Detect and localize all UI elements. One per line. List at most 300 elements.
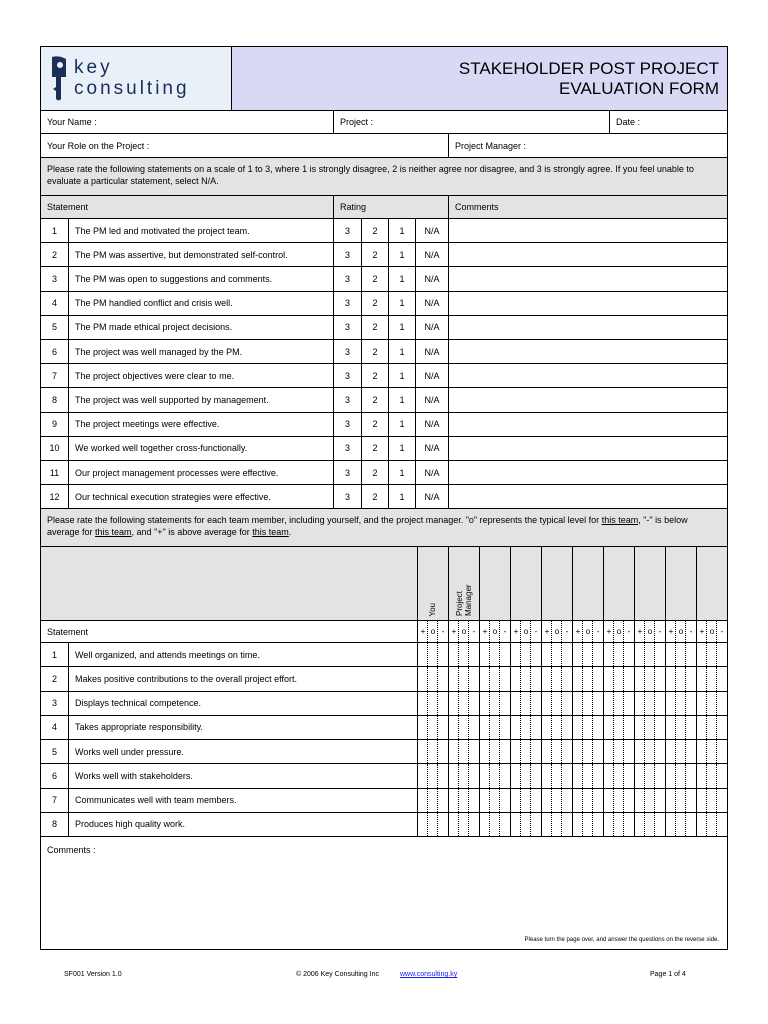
scale-divider: [644, 643, 645, 666]
scale-divider: [520, 740, 521, 763]
statement-number: 4: [51, 298, 57, 309]
instr2-this-team: this team: [601, 515, 639, 525]
group-divider: [541, 813, 542, 836]
comments-label: Comments :: [47, 845, 96, 855]
scale-symbol: o: [585, 627, 591, 636]
scale-divider: [716, 716, 717, 739]
statement-text: The project meetings were effective.: [68, 413, 333, 436]
scale-divider: [654, 643, 655, 666]
scale-divider: [613, 692, 614, 715]
scale-divider: [520, 789, 521, 812]
scale-divider: [561, 667, 562, 690]
scale-divider: [520, 813, 521, 836]
scale-symbol: +: [575, 627, 581, 636]
group-divider: [417, 740, 418, 763]
group-divider: [510, 716, 511, 739]
group-divider: [696, 740, 697, 763]
rating-option[interactable]: N/A: [415, 437, 448, 460]
team-statement-number: 6: [51, 770, 57, 781]
page-title: [459, 59, 719, 99]
group-divider: [603, 547, 604, 620]
rating-row: [41, 243, 727, 267]
scale-divider: [623, 813, 624, 836]
group-divider: [696, 692, 697, 715]
scale-divider: [561, 764, 562, 787]
scale-divider: [706, 692, 707, 715]
group-divider: [696, 643, 697, 666]
comment-cell[interactable]: [448, 219, 727, 242]
team-rating-row[interactable]: [41, 813, 727, 837]
rating-option[interactable]: N/A: [415, 388, 448, 411]
group-divider: [510, 789, 511, 812]
project-field[interactable]: Project :: [333, 110, 609, 133]
scale-divider: [530, 667, 531, 690]
scale-divider: [468, 692, 469, 715]
scale-divider: [685, 643, 686, 666]
team-header-row: [41, 547, 727, 621]
scale-symbol: +: [451, 627, 457, 636]
scale-divider: [499, 716, 500, 739]
team-rating-row[interactable]: [41, 716, 727, 740]
role-field[interactable]: Your Role on the Project :: [47, 140, 150, 151]
scale-divider: [644, 667, 645, 690]
scale-divider: [675, 789, 676, 812]
scale-symbol: o: [492, 627, 498, 636]
scale-symbol: o: [678, 627, 684, 636]
scale-divider: [706, 789, 707, 812]
rating-option[interactable]: N/A: [415, 292, 448, 315]
rating-option[interactable]: N/A: [415, 485, 448, 508]
statement-text: Our technical execution strategies were effective.: [68, 485, 333, 508]
comment-cell[interactable]: [448, 292, 727, 315]
group-divider: [572, 789, 573, 812]
rating-option[interactable]: 2: [361, 219, 388, 242]
group-divider: [572, 764, 573, 787]
rating-row: [41, 316, 727, 340]
group-divider: [603, 643, 604, 666]
scale-divider: [427, 667, 428, 690]
rating-row: [41, 437, 727, 461]
scale-divider: [675, 813, 676, 836]
group-divider: [510, 547, 511, 620]
group-divider: [634, 764, 635, 787]
statement-number: 10: [49, 443, 60, 454]
rating-option[interactable]: 3: [333, 316, 361, 339]
header-you: You: [428, 602, 437, 616]
rating-option[interactable]: N/A: [415, 364, 448, 387]
scale-divider: [592, 643, 593, 666]
scale-divider: [530, 813, 531, 836]
rating-option[interactable]: 3: [333, 243, 361, 266]
rating-row: [41, 292, 727, 316]
scale-divider: [499, 740, 500, 763]
comment-cell[interactable]: [448, 413, 727, 436]
statement-number: 2: [51, 249, 57, 260]
instr2-this-team: this team: [95, 527, 132, 537]
team-scale-row: [41, 621, 727, 643]
scale-divider: [437, 716, 438, 739]
instr2-part: , "-" is below average for: [47, 515, 688, 537]
group-divider: [479, 547, 480, 620]
rating-option[interactable]: 2: [361, 388, 388, 411]
scale-divider: [613, 789, 614, 812]
rating-option[interactable]: 1: [388, 485, 415, 508]
group-divider: [603, 716, 604, 739]
group-divider: [417, 813, 418, 836]
comment-cell[interactable]: [448, 340, 727, 363]
comment-cell[interactable]: [448, 485, 727, 508]
rating-option[interactable]: 2: [361, 461, 388, 484]
project-manager-field[interactable]: Project Manager :: [448, 134, 727, 157]
statement-number: 8: [51, 394, 57, 405]
scale-divider: [468, 643, 469, 666]
group-divider: [448, 764, 449, 787]
team-rating-row[interactable]: [41, 667, 727, 691]
scale-divider: [654, 716, 655, 739]
rating-option[interactable]: 3: [333, 413, 361, 436]
rating-row: [41, 388, 727, 412]
group-divider: [448, 813, 449, 836]
statement-text: We worked well together cross-functionally.: [68, 437, 333, 460]
scale-divider: [685, 692, 686, 715]
rating-option[interactable]: 1: [388, 437, 415, 460]
rating-option[interactable]: 2: [361, 243, 388, 266]
scale-divider: [592, 692, 593, 715]
group-divider: [479, 643, 480, 666]
team-statement-number: 7: [51, 795, 57, 806]
scale-divider: [437, 667, 438, 690]
rating-row: [41, 461, 727, 485]
group-divider: [572, 667, 573, 690]
scale-divider: [706, 740, 707, 763]
group-divider: [448, 667, 449, 690]
scale-divider: [561, 643, 562, 666]
rating-option[interactable]: N/A: [415, 340, 448, 363]
scale-divider: [427, 789, 428, 812]
scale-divider: [582, 716, 583, 739]
scale-divider: [520, 764, 521, 787]
rating-option[interactable]: 3: [333, 267, 361, 290]
group-divider: [541, 667, 542, 690]
scale-divider: [520, 643, 521, 666]
rating-option[interactable]: 1: [388, 316, 415, 339]
scale-divider: [458, 692, 459, 715]
instr2-part: .: [288, 527, 292, 537]
scale-symbol: -: [627, 627, 631, 636]
rating-option[interactable]: 3: [333, 219, 361, 242]
scale-divider: [675, 764, 676, 787]
scale-divider: [685, 740, 686, 763]
group-divider: [572, 692, 573, 715]
header-statement: Statement: [47, 202, 89, 212]
scale-divider: [551, 716, 552, 739]
scale-divider: [582, 764, 583, 787]
scale-divider: [551, 764, 552, 787]
rating-header-row: [41, 196, 727, 219]
scale-divider: [582, 667, 583, 690]
footer-link[interactable]: [400, 971, 457, 978]
scale-divider: [489, 740, 490, 763]
scale-divider: [551, 789, 552, 812]
footer-page: Page 1 of 4: [650, 971, 686, 978]
comment-cell[interactable]: [448, 388, 727, 411]
comment-cell[interactable]: [448, 316, 727, 339]
rating-option[interactable]: 3: [333, 461, 361, 484]
scale-divider: [551, 813, 552, 836]
rating-option[interactable]: 1: [388, 461, 415, 484]
rating-option[interactable]: 2: [361, 364, 388, 387]
comment-cell[interactable]: [448, 437, 727, 460]
group-divider: [510, 643, 511, 666]
rating-option[interactable]: 3: [333, 292, 361, 315]
team-statement-text: Takes appropriate responsibility.: [68, 716, 417, 739]
scale-symbol: o: [554, 627, 560, 636]
scale-divider: [716, 643, 717, 666]
scale-divider: [706, 643, 707, 666]
scale-divider: [716, 764, 717, 787]
comments-section[interactable]: [41, 837, 727, 949]
rating-option[interactable]: 3: [333, 340, 361, 363]
scale-symbol: -: [689, 627, 693, 636]
team-rating-row[interactable]: [41, 764, 727, 788]
statement-text: The project was well supported by management.: [68, 388, 333, 411]
group-divider: [572, 547, 573, 620]
scale-divider: [613, 764, 614, 787]
footer-version: SF001 Version 1.0: [64, 971, 122, 978]
group-divider: [665, 764, 666, 787]
scale-symbol: +: [699, 627, 705, 636]
rating-option[interactable]: 1: [388, 292, 415, 315]
scale-divider: [582, 643, 583, 666]
scale-divider: [654, 667, 655, 690]
group-divider: [448, 692, 449, 715]
group-divider: [665, 547, 666, 620]
scale-divider: [706, 813, 707, 836]
team-rating-row[interactable]: [41, 643, 727, 667]
scale-divider: [561, 692, 562, 715]
instructions-team: [41, 509, 727, 547]
rating-option[interactable]: 1: [388, 364, 415, 387]
team-rating-row[interactable]: [41, 789, 727, 813]
scale-divider: [530, 643, 531, 666]
scale-divider: [644, 692, 645, 715]
team-statement-text: Communicates well with team members.: [68, 789, 417, 812]
scale-divider: [716, 789, 717, 812]
rating-option[interactable]: 1: [388, 388, 415, 411]
scale-divider: [685, 813, 686, 836]
scale-divider: [551, 740, 552, 763]
rating-option[interactable]: 1: [388, 413, 415, 436]
key-icon: [49, 55, 69, 103]
scale-divider: [592, 740, 593, 763]
scale-divider: [623, 764, 624, 787]
instructions-team-text: [47, 514, 719, 538]
scale-symbol: o: [430, 627, 436, 636]
team-rating-row[interactable]: [41, 740, 727, 764]
info-row-1: [41, 110, 727, 134]
rating-option[interactable]: 1: [388, 243, 415, 266]
statement-number: 6: [51, 346, 57, 357]
group-divider: [665, 789, 666, 812]
instr2-this-team: this team: [252, 527, 289, 537]
scale-divider: [530, 692, 531, 715]
rating-option[interactable]: 3: [333, 437, 361, 460]
rating-option[interactable]: 2: [361, 292, 388, 315]
scale-divider: [427, 764, 428, 787]
scale-symbol: -: [596, 627, 600, 636]
group-divider: [665, 813, 666, 836]
rating-option[interactable]: N/A: [415, 316, 448, 339]
rating-option[interactable]: 3: [333, 364, 361, 387]
scale-divider: [675, 643, 676, 666]
header-project-manager: Project Manager: [455, 584, 473, 616]
title-line-2: EVALUATION FORM: [559, 79, 719, 98]
group-divider: [541, 740, 542, 763]
info-row-2: [41, 134, 727, 158]
rating-row: [41, 413, 727, 437]
group-divider: [541, 716, 542, 739]
instructions-rating-text: Please rate the following statements on a scale of 1 to 3, where 1 is strongly disagree, 2 is neither agree nor disagree, and 3 is strongly agree. If you feel unable to evaluate a particular statement, select N/A.: [47, 164, 694, 186]
title-line-1: STAKEHOLDER POST PROJECT: [458, 59, 719, 78]
scale-symbol: o: [709, 627, 715, 636]
statement-text: The PM made ethical project decisions.: [68, 316, 333, 339]
scale-divider: [489, 692, 490, 715]
group-divider: [417, 547, 418, 620]
group-divider: [479, 716, 480, 739]
group-divider: [510, 692, 511, 715]
group-divider: [665, 643, 666, 666]
scale-symbol: +: [606, 627, 612, 636]
instr2-part: Please rate the following statements for each team member, including yourself, and the project manager. "o" represents the typical level for: [47, 515, 602, 525]
scale-symbol: o: [461, 627, 467, 636]
group-divider: [541, 643, 542, 666]
group-divider: [417, 667, 418, 690]
rating-option[interactable]: N/A: [415, 243, 448, 266]
footer-url[interactable]: www.consulting.ky: [400, 971, 458, 978]
group-divider: [603, 692, 604, 715]
scale-divider: [551, 692, 552, 715]
scale-divider: [520, 667, 521, 690]
scale-divider: [592, 813, 593, 836]
scale-divider: [458, 643, 459, 666]
rating-option[interactable]: 2: [361, 267, 388, 290]
scale-divider: [551, 643, 552, 666]
scale-divider: [675, 667, 676, 690]
group-divider: [417, 643, 418, 666]
comment-cell[interactable]: [448, 364, 727, 387]
scale-divider: [623, 667, 624, 690]
scale-symbol: +: [668, 627, 674, 636]
rating-option[interactable]: 1: [388, 219, 415, 242]
group-divider: [448, 716, 449, 739]
scale-divider: [561, 789, 562, 812]
rating-option[interactable]: 3: [333, 485, 361, 508]
group-divider: [665, 692, 666, 715]
scale-divider: [489, 643, 490, 666]
scale-divider: [706, 764, 707, 787]
scale-divider: [644, 764, 645, 787]
date-field[interactable]: Date :: [609, 110, 727, 133]
group-divider: [603, 667, 604, 690]
comment-cell[interactable]: [448, 461, 727, 484]
rating-option[interactable]: 2: [361, 340, 388, 363]
scale-divider: [685, 789, 686, 812]
rating-option[interactable]: 2: [361, 316, 388, 339]
scale-symbol: -: [658, 627, 662, 636]
scale-divider: [675, 740, 676, 763]
scale-divider: [644, 740, 645, 763]
group-divider: [572, 643, 573, 666]
rating-option[interactable]: N/A: [415, 461, 448, 484]
group-divider: [448, 643, 449, 666]
scale-symbol: -: [472, 627, 476, 636]
rating-row: [41, 267, 727, 291]
rating-option[interactable]: 1: [388, 340, 415, 363]
rating-option[interactable]: 2: [361, 485, 388, 508]
scale-divider: [489, 813, 490, 836]
logo-word-key: key: [74, 57, 113, 78]
scale-divider: [644, 813, 645, 836]
comment-cell[interactable]: [448, 267, 727, 290]
scale-divider: [489, 667, 490, 690]
scale-divider: [685, 667, 686, 690]
rating-option[interactable]: 1: [388, 267, 415, 290]
scale-divider: [437, 789, 438, 812]
scale-divider: [458, 764, 459, 787]
team-statement-number: 1: [51, 649, 57, 660]
scale-divider: [685, 764, 686, 787]
team-rating-row[interactable]: [41, 692, 727, 716]
rating-option[interactable]: N/A: [415, 219, 448, 242]
statement-text: The project objectives were clear to me.: [68, 364, 333, 387]
rating-option[interactable]: N/A: [415, 413, 448, 436]
scale-divider: [613, 813, 614, 836]
scale-divider: [654, 740, 655, 763]
statement-number: 5: [51, 322, 57, 333]
scale-divider: [654, 692, 655, 715]
scale-symbol: -: [441, 627, 445, 636]
statement-number: 9: [51, 419, 57, 430]
rating-option[interactable]: 2: [361, 437, 388, 460]
scale-divider: [520, 716, 521, 739]
scale-divider: [685, 716, 686, 739]
scale-divider: [530, 740, 531, 763]
scale-divider: [427, 643, 428, 666]
scale-divider: [551, 667, 552, 690]
scale-divider: [468, 667, 469, 690]
rating-option[interactable]: 2: [361, 413, 388, 436]
rating-option[interactable]: 3: [333, 388, 361, 411]
group-divider: [634, 789, 635, 812]
group-divider: [603, 789, 604, 812]
statement-text: The project was well managed by the PM.: [68, 340, 333, 363]
group-divider: [417, 716, 418, 739]
comment-cell[interactable]: [448, 243, 727, 266]
scale-divider: [458, 813, 459, 836]
rating-option[interactable]: N/A: [415, 267, 448, 290]
your-name-field[interactable]: Your Name :: [47, 116, 97, 127]
rating-row: [41, 340, 727, 364]
scale-divider: [458, 667, 459, 690]
scale-divider: [499, 692, 500, 715]
scale-divider: [582, 740, 583, 763]
scale-symbol: -: [720, 627, 724, 636]
group-divider: [634, 740, 635, 763]
group-divider: [603, 764, 604, 787]
scale-divider: [437, 692, 438, 715]
scale-divider: [613, 740, 614, 763]
scale-divider: [716, 740, 717, 763]
